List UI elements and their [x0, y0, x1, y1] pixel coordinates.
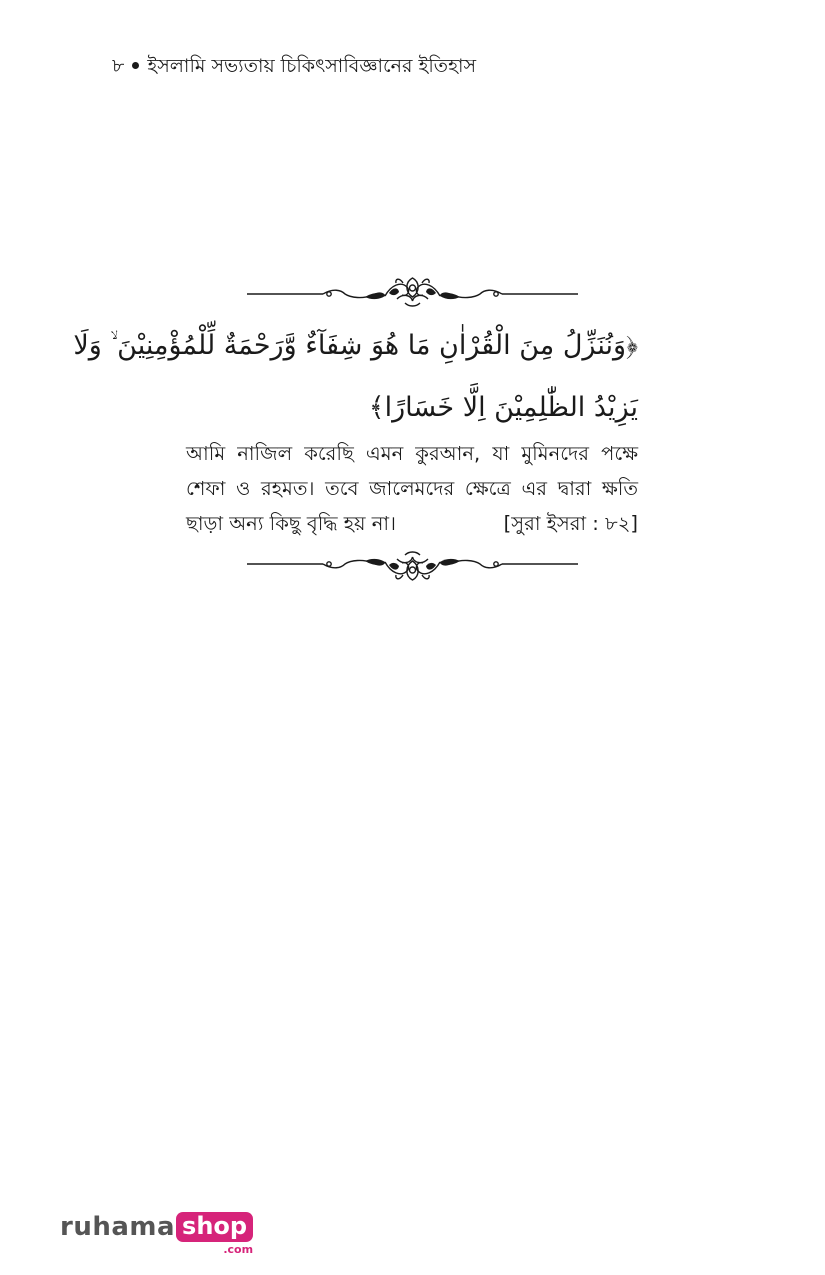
floral-divider-bottom: [245, 545, 580, 585]
translation-line-3: ছাড়া অন্য কিছু বৃদ্ধি হয় না।: [186, 512, 396, 535]
translation-line-1: আমি নাজিল করেছি এমন কুরআন, যা মুমিনদের পক্ষে: [186, 442, 638, 465]
logo-text-ruhama: ruhama: [60, 1212, 176, 1242]
surah-reference: [সুরা ইসরা : ৮২]: [503, 512, 638, 535]
logo-text-domain: .com: [223, 1243, 254, 1256]
logo-shop-badge: [176, 1212, 253, 1257]
floral-divider-top: [245, 273, 580, 313]
logo-text-shop: shop: [176, 1212, 253, 1242]
page-number: ৮: [112, 55, 125, 77]
arabic-verse-line-2: يَزِيْدُ الظّٰلِمِيْنَ اِلَّا خَسَارًا﴾: [368, 392, 638, 423]
arabic-verse-line-1: ﴿وَنُنَزِّلُ مِنَ الْقُرْاٰنِ مَا هُوَ شِفَآءٌ وَّرَحْمَةٌ لِّلْمُؤْمِنِيْنَ ۙ وَلَا: [73, 330, 638, 361]
book-title: ইসলামি সভ্যতায় চিকিৎসাবিজ্ঞানের ইতিহাস: [147, 55, 477, 77]
translation-line-2: শেফা ও রহমত। তবে জালেমদের ক্ষেত্রে এর দ্বারা ক্ষতি: [186, 477, 638, 500]
verse-translation: [186, 436, 638, 541]
translation-last-row: [186, 506, 638, 541]
running-head: [112, 52, 476, 84]
ruhamashop-logo: [60, 1212, 253, 1257]
bullet-dot: [132, 62, 139, 69]
